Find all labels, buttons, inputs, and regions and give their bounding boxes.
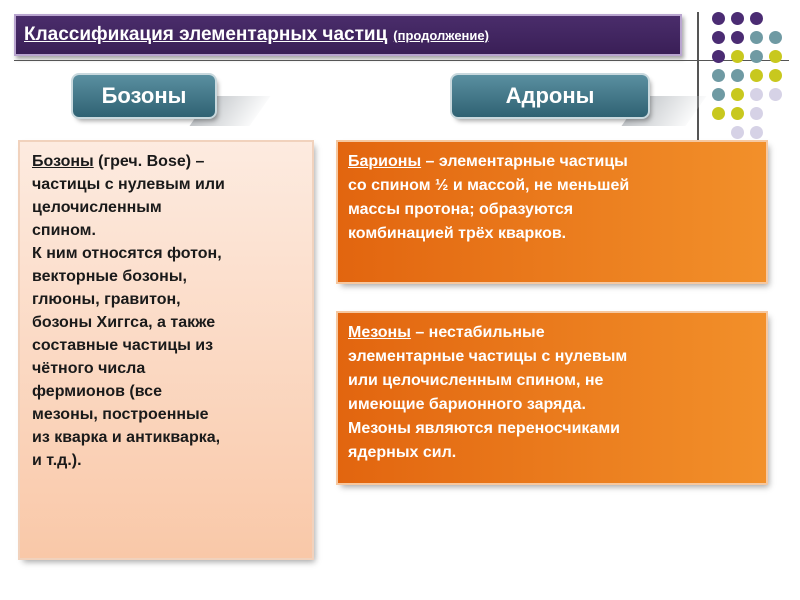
mesons-line-1 (348, 321, 756, 345)
mesons-text: имеющие барионного заряда. (348, 396, 586, 413)
dot-lavender (769, 88, 782, 101)
bosons-text: частицы с нулевым или (32, 176, 225, 193)
bosons-text: из кварка и антикварка, (32, 429, 221, 446)
dot-purple (750, 12, 763, 25)
dot-purple (712, 31, 725, 44)
bosons-text: чётного числа (32, 360, 146, 377)
dot-purple (712, 12, 725, 25)
dot-purple (731, 31, 744, 44)
bosons-text: К ним относятся фотон, (32, 245, 222, 262)
dot-yellow (769, 69, 782, 82)
dot-teal (750, 31, 763, 44)
tab-hadrons-label: Адроны (505, 83, 595, 108)
dot-yellow (769, 50, 782, 63)
dot-yellow (712, 107, 725, 120)
dot-yellow (731, 50, 744, 63)
slide-title: Классификация элементарных частиц (24, 24, 388, 45)
bosons-text: целочисленным (32, 199, 162, 216)
baryons-text: – элементарные частицы (421, 153, 628, 170)
dot-teal (712, 69, 725, 82)
dot-yellow (731, 107, 744, 120)
baryons-text: массы протона; образуются (348, 201, 574, 218)
tab-bosons (73, 75, 215, 117)
mesons-text: Мезоны являются переносчиками (348, 420, 621, 437)
bosons-description-panel (20, 142, 312, 558)
dot-teal (750, 50, 763, 63)
slide-subtitle: (продолжение) (393, 27, 489, 43)
slide-title-bar (14, 14, 682, 56)
dot-teal (769, 31, 782, 44)
bosons-text: составные частицы из (32, 337, 214, 354)
decorative-horizontal-line (14, 60, 789, 61)
mesons-description-panel (338, 313, 766, 483)
bosons-line-1 (32, 150, 300, 173)
dot-yellow (731, 88, 744, 101)
bosons-text: фермионов (все (32, 383, 162, 400)
dot-lavender (731, 126, 744, 139)
dot-lavender (750, 107, 763, 120)
mesons-term: Мезоны (348, 324, 411, 341)
dot-lavender (750, 88, 763, 101)
decorative-vertical-line (697, 12, 699, 144)
baryons-description-panel (338, 142, 766, 282)
bosons-text: векторные бозоны, (32, 268, 187, 285)
mesons-text: – нестабильные (410, 324, 545, 341)
mesons-text: элементарные частицы с нулевым (348, 348, 628, 365)
baryons-term: Барионы (348, 153, 422, 170)
bosons-text: и т.д.). (32, 452, 82, 469)
dot-teal (731, 69, 744, 82)
mesons-text: ядерных сил. (348, 444, 457, 461)
bosons-text: (греч. Bose) – (93, 153, 205, 170)
baryons-line-1 (348, 150, 756, 174)
dot-lavender (750, 126, 763, 139)
dot-teal (712, 88, 725, 101)
mesons-text: или целочисленным спином, не (348, 372, 604, 389)
tab-hadrons (452, 75, 648, 117)
dot-purple (712, 50, 725, 63)
bosons-text: глюоны, гравитон, (32, 291, 181, 308)
baryons-text: комбинацией трёх кварков. (348, 225, 567, 242)
bosons-term: Бозоны (32, 153, 94, 170)
tab-bosons-label: Бозоны (101, 83, 187, 108)
baryons-text: со спином ½ и массой, не меньшей (348, 177, 630, 194)
bosons-text: спином. (32, 222, 96, 239)
dot-yellow (750, 69, 763, 82)
bosons-text: мезоны, построенные (32, 406, 209, 423)
bosons-text: бозоны Хиггса, а также (32, 314, 216, 331)
dot-purple (731, 12, 744, 25)
